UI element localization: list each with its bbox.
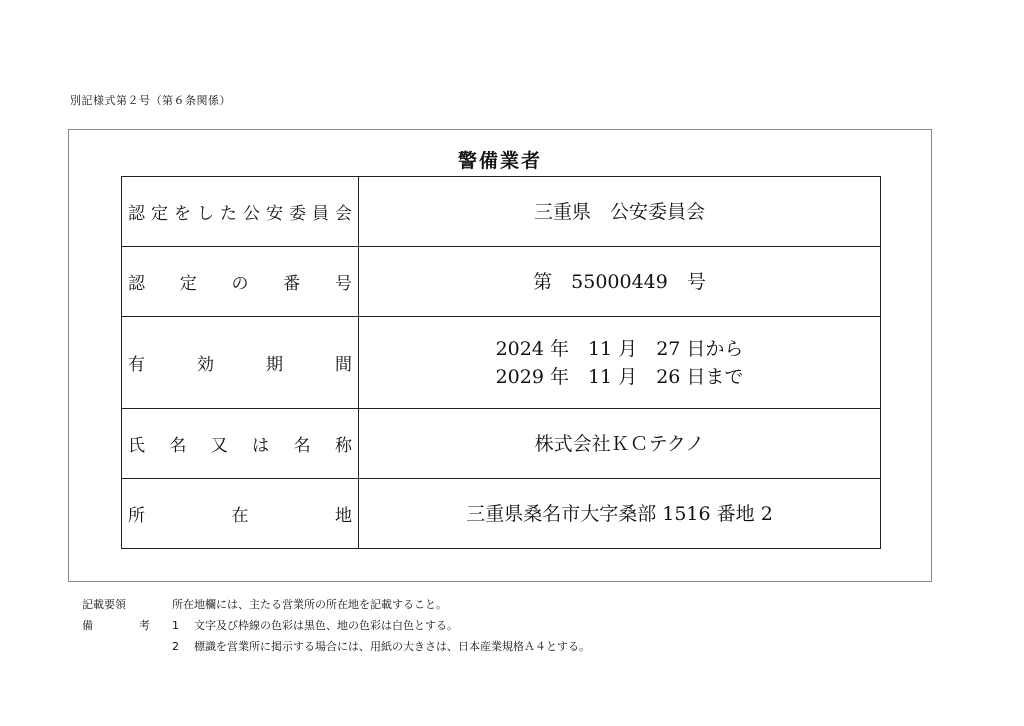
- value-line: 第 55000449 号: [533, 270, 706, 293]
- label-char: 又: [210, 436, 228, 456]
- address-value: [359, 479, 881, 549]
- certificate-frame: [68, 129, 932, 582]
- label-char: を: [174, 204, 191, 224]
- row-label: [122, 247, 359, 317]
- table-row: [122, 409, 881, 479]
- certificate-table: [121, 176, 881, 549]
- notes-requirement-text: 所在地欄には、主たる営業所の所在地を記載すること。: [172, 598, 447, 611]
- label-char: 認: [128, 274, 145, 294]
- label-char: 氏: [128, 436, 145, 456]
- label-char: 名: [293, 436, 311, 456]
- label-char: 号: [335, 274, 352, 294]
- certificate-title: 警備業者: [457, 150, 542, 172]
- value-line: 三重県桑名市大字桑部 1516 番地 2: [466, 502, 773, 525]
- validity-period-value: [359, 317, 881, 409]
- remark-text: 標識を営業所に掲示する場合には、用紙の大きさは、日本産業規格Ａ４とする。: [194, 640, 590, 653]
- label-char: 定: [179, 274, 197, 294]
- remark-number: 1: [172, 619, 179, 632]
- row-label: [122, 479, 359, 549]
- row-label: [122, 177, 359, 247]
- note-row: [82, 615, 590, 636]
- table-row: [122, 247, 881, 317]
- label-char: 称: [334, 436, 352, 456]
- row-label: [122, 317, 359, 409]
- value-line: 2029 年 11 月 26 日まで: [495, 365, 744, 388]
- value-line: 株式会社ＫＣテクノ: [534, 432, 705, 455]
- notes-requirement-heading: 記載要領: [82, 598, 126, 611]
- notes-section: [82, 594, 590, 657]
- label-char: の: [231, 274, 249, 294]
- label-char: 安: [266, 204, 283, 224]
- label-char: 効: [197, 355, 214, 375]
- note-row: [82, 636, 590, 657]
- label-char: 間: [335, 355, 352, 375]
- commission-value: [359, 177, 881, 247]
- label-char: 員: [312, 204, 329, 224]
- remark-number: 2: [172, 640, 179, 653]
- label-char: 番: [283, 274, 301, 294]
- label-char: 名: [169, 436, 187, 456]
- table-row: [122, 479, 881, 549]
- value-line: 2024 年 11 月 27 日から: [495, 337, 744, 360]
- label-char: 在: [231, 506, 249, 526]
- label-char: 認: [128, 204, 145, 224]
- label-char: 期: [266, 355, 283, 375]
- label-char: 委: [289, 204, 306, 224]
- label-char: し: [197, 204, 214, 224]
- note-row: [82, 594, 590, 615]
- label-char: 地: [335, 506, 352, 526]
- remarks-heading-char: 考: [139, 619, 150, 632]
- form-label: 別記様式第２号（第６条関係）: [70, 94, 231, 107]
- remark-text: 文字及び枠線の色彩は黒色、地の色彩は白色とする。: [194, 619, 458, 632]
- label-char: 有: [128, 355, 145, 375]
- table-row: [122, 317, 881, 409]
- label-char: 会: [335, 204, 352, 224]
- table-row: [122, 177, 881, 247]
- label-char: は: [252, 436, 270, 456]
- remarks-heading-char: 備: [82, 619, 93, 632]
- company-name-value: [359, 409, 881, 479]
- row-label: [122, 409, 359, 479]
- label-char: 定: [151, 204, 168, 224]
- value-line: 三重県 公安委員会: [533, 200, 705, 223]
- certification-number-value: [359, 247, 881, 317]
- label-char: 所: [128, 506, 145, 526]
- label-char: 公: [243, 204, 260, 224]
- label-char: た: [220, 204, 237, 224]
